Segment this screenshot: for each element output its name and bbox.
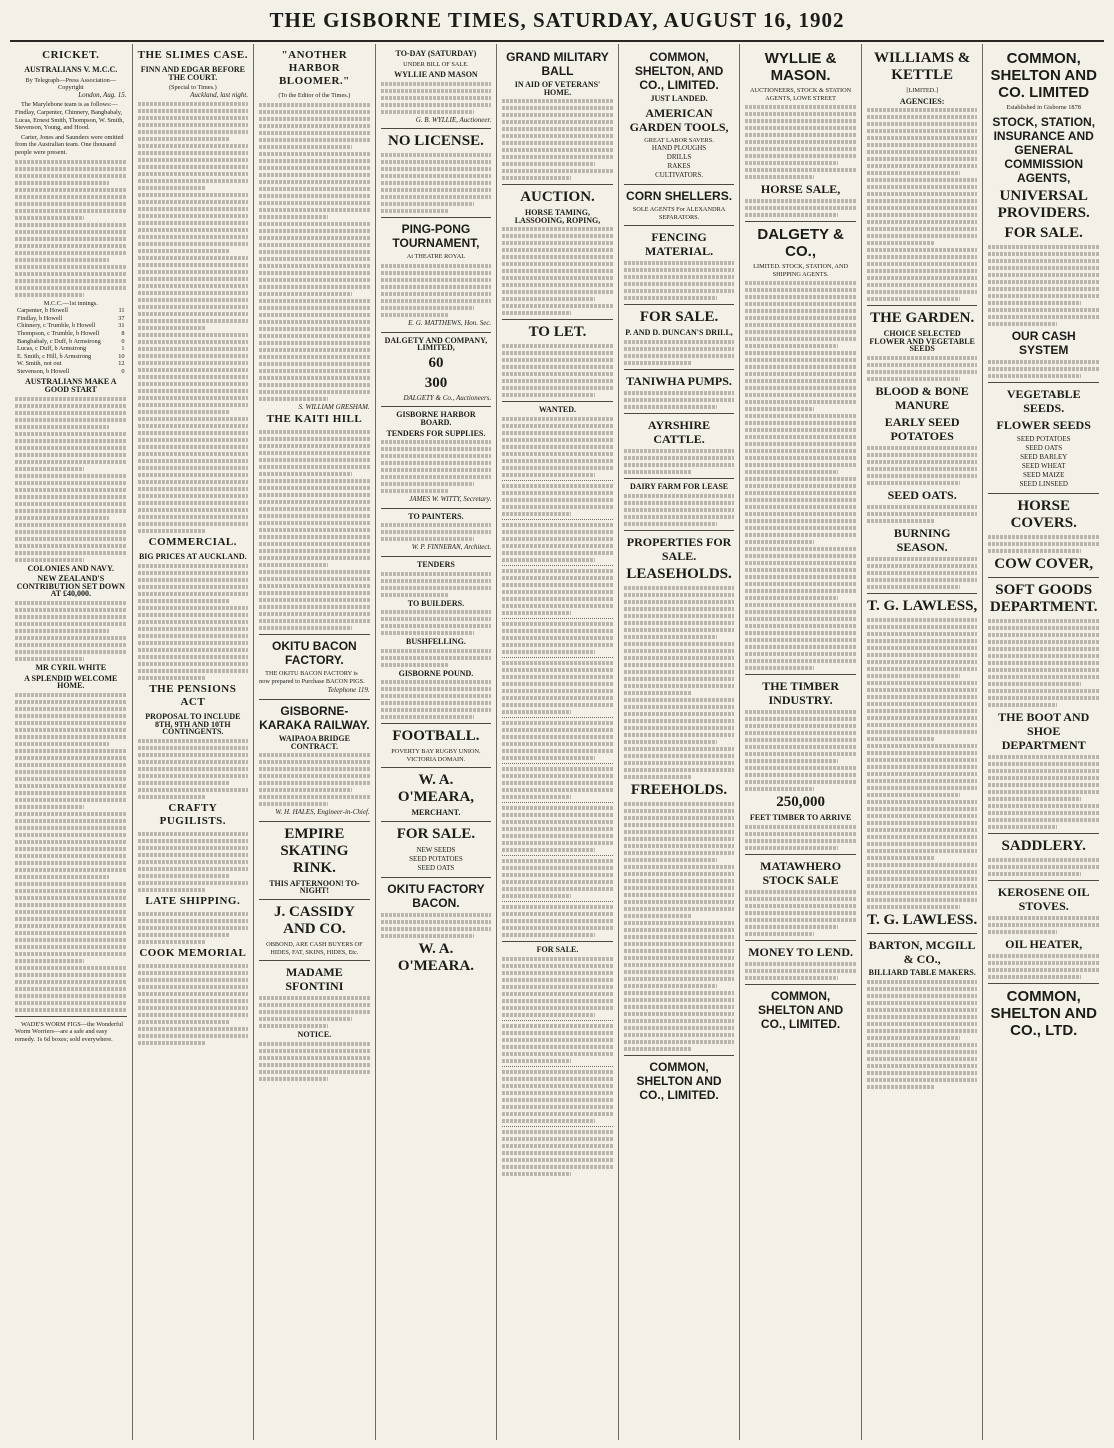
- military-ball-subtitle: IN AID OF VETERANS' HOME.: [514, 80, 601, 97]
- tool-item: RAKES: [667, 162, 691, 171]
- late-shipping-heading: LATE SHIPPING.: [145, 894, 241, 907]
- ping-pong-venue: At THEATRE ROYAL: [406, 253, 466, 261]
- gresham-signature: S. WILLIAM GRESHAM.: [298, 402, 370, 411]
- welcome-home-heading: A SPLENDID WELCOME HOME.: [24, 673, 118, 691]
- notice-heading: NOTICE.: [297, 1030, 332, 1040]
- dalgety-co-text: [745, 281, 856, 670]
- for-sale-drill-title: FOR SALE.: [639, 309, 719, 326]
- navy-body-text: [15, 601, 127, 661]
- freeholds-text: [624, 802, 735, 1051]
- score-row: [15, 345, 127, 353]
- seed-item: SEED POTATOES: [409, 855, 463, 864]
- column-7: [739, 44, 861, 1440]
- early-seed-potatoes-title: EARLY SEED POTATOES: [884, 414, 960, 443]
- lawless-footer-title: T. G. LAWLESS.: [867, 911, 978, 928]
- sfontini-ad-text: [259, 996, 370, 1028]
- score-table: [15, 307, 127, 375]
- railway-signature: W. H. HALES, Engineer-in-Chief.: [275, 808, 370, 817]
- score-batsman: Lucas, c Duff, b Armstrong: [17, 345, 87, 353]
- billiard-text: [867, 980, 978, 1089]
- cricket-byline: By Telegraph—Press Association—Copyright: [25, 76, 117, 92]
- soft-goods-title: SOFT GOODS DEPARTMENT.: [989, 581, 1098, 615]
- column-6: [618, 44, 740, 1440]
- slimes-dateline: Auckland, last night.: [190, 90, 249, 99]
- score-runs: 11: [118, 307, 125, 315]
- money-to-lend-title: MONEY TO LEND.: [748, 944, 853, 959]
- the-garden-title: THE GARDEN.: [870, 310, 975, 327]
- oil-heater-text: [988, 954, 1099, 979]
- cricket-dateline: London, Aug. 15.: [78, 90, 127, 99]
- horse-taming-subtitle: HORSE TAMING, LASSOOING, ROPING,: [514, 208, 601, 225]
- seed-type-item: SEED POTATOES: [1016, 434, 1071, 443]
- dalgety-co-title: DALGETY & CO.,: [757, 226, 844, 261]
- omeara-ad-title: W. A. O'MEARA,: [397, 772, 475, 806]
- dalgety-number-300: 300: [424, 374, 448, 391]
- to-let-text: [502, 344, 613, 397]
- okitu-bacon-factory-ad-title: OKITU BACON FACTORY.: [272, 639, 357, 668]
- today-ad-title: TO-DAY (SATURDAY): [395, 49, 477, 58]
- common-shelton-footer-title: COMMON, SHELTON AND CO., LIMITED.: [636, 1059, 722, 1102]
- cricket-heading: CRICKET.: [42, 49, 100, 61]
- score-batsman: E. Smith, c Hill, b Armstrong: [17, 352, 92, 360]
- established-1878: Established in Gisborne 1878: [1006, 104, 1081, 111]
- score-runs: 8: [121, 329, 125, 337]
- railway-ad-text: [259, 753, 370, 806]
- column-8: [861, 44, 983, 1440]
- score-batsman: W. Smith, not out: [17, 360, 62, 368]
- wyllie-mason-name: WYLLIE AND MASON: [394, 70, 478, 80]
- classifieds-text: [502, 417, 613, 937]
- commercial-body-text: [138, 564, 249, 680]
- column-9: [982, 44, 1104, 1440]
- column-1: [10, 44, 132, 1440]
- dairy-farm-title: DAIRY FARM FOR LEASE: [629, 481, 729, 491]
- omeara-footer-title: W. A. O'MEARA.: [397, 941, 475, 975]
- cook-memorial-body-text: [138, 964, 249, 1045]
- saddlery-title: SADDLERY.: [1001, 837, 1086, 854]
- railway-ad-subtitle: WAIPAOA BRIDGE CONTRACT.: [278, 733, 350, 751]
- garden-text: [867, 356, 978, 381]
- military-ball-text: [502, 99, 613, 180]
- dalgety-signature: DALGETY & Co., Auctioneers.: [403, 393, 492, 402]
- horse-covers-text: [988, 535, 1099, 553]
- dalgety-co-subtitle: LIMITED. STOCK, STATION, AND SHIPPING AGENTS.: [753, 263, 849, 278]
- score-batsman: Thompson, c Trumble, b Howell: [17, 329, 100, 337]
- bushfelling-text: [381, 649, 492, 667]
- horse-taming-text: [502, 227, 613, 315]
- welcome-body-text: [15, 693, 127, 1012]
- ayrshire-cattle-title: AYRSHIRE CATTLE.: [647, 417, 711, 446]
- ping-pong-text: [381, 264, 492, 317]
- score-runs: 0: [121, 337, 125, 345]
- to-let-title: TO LET.: [528, 324, 587, 341]
- wyllie-signature: G. B. WYLLIE, Auctioneer.: [415, 115, 492, 124]
- ping-pong-signature: E. G. MATTHEWS, Hon. Sec.: [408, 318, 492, 327]
- finneran-signature: W. P. FINNERAN, Architect.: [411, 543, 492, 552]
- properties-for-sale-title: PROPERTIES FOR SALE.: [626, 534, 732, 563]
- stock-station-agents: STOCK, STATION, INSURANCE AND GENERAL COMMISSION AGENTS,: [992, 114, 1096, 185]
- no-license-text: [381, 153, 492, 213]
- williams-kettle-limited: [LIMITED.]: [906, 87, 938, 94]
- score-row: [15, 307, 127, 315]
- cash-system-text: [988, 360, 1099, 378]
- to-painters-text: [381, 523, 492, 541]
- oil-heater-title: OIL HEATER,: [1005, 936, 1083, 951]
- timber-industry-title: THE TIMBER INDUSTRY.: [762, 679, 839, 708]
- okitu-factory-bacon-title: OKITU FACTORY BACON.: [387, 882, 485, 911]
- column-3: [253, 44, 375, 1440]
- slimes-body-text: [138, 102, 249, 533]
- score-row: [15, 330, 127, 338]
- to-builders-title: TO BUILDERS.: [407, 598, 465, 608]
- choice-seeds-subtitle: CHOICE SELECTED FLOWER AND VEGETABLE SEEDS: [869, 329, 975, 354]
- timber-250000-number: 250,000: [776, 794, 825, 811]
- common-shelton-top-title: COMMON, SHELTON, AND CO., LIMITED.: [634, 50, 724, 92]
- col9-for-sale-title: FOR SALE.: [1004, 224, 1083, 241]
- score-row: [15, 315, 127, 323]
- agencies-list-text: [867, 108, 978, 301]
- cow-cover-title: COW COVER,: [994, 555, 1094, 572]
- harbor-board-signature: JAMES W. WITTY, Secretary.: [409, 495, 492, 504]
- skating-rink-ad-subtitle: THIS AFTERNOON! TO-NIGHT!: [269, 878, 360, 896]
- tenders-text: [381, 572, 492, 597]
- railway-ad-title: GISBORNE-KARAKA RAILWAY.: [259, 703, 370, 732]
- common-shelton-main-title: COMMON, SHELTON AND CO. LIMITED: [990, 50, 1097, 101]
- score-runs: 10: [118, 352, 125, 360]
- garden-tools-list: [624, 144, 735, 180]
- wyllie-mason-text: [745, 105, 856, 179]
- money-to-lend-text: [745, 962, 856, 980]
- timber-arrive-text: [745, 825, 856, 850]
- okitu-bacon-factory-ad-text: THE OKITU BACON FACTORY is now prepared to Purchase BACON PIGS.: [259, 670, 365, 685]
- boot-shoe-title: THE BOOT AND SHOE DEPARTMENT: [998, 709, 1090, 752]
- harbor-bloomer-heading: "ANOTHER HARBOR BLOOMER.": [278, 49, 350, 87]
- horse-sale-text: [745, 199, 856, 217]
- today-ad-text: [381, 82, 492, 114]
- just-landed: JUST LANDED.: [650, 94, 708, 103]
- agencies-heading: AGENCIES:: [899, 96, 945, 106]
- duncan-drill: P. AND D. DUNCAN'S DRILL,: [625, 328, 733, 338]
- harbor-letter-text: [259, 103, 370, 401]
- fencing-material-title: FENCING MATERIAL.: [644, 230, 714, 259]
- gisborne-pound-title: GISBORNE POUND.: [398, 668, 474, 678]
- cricket-paragraph-1: The Marylebone team is as follows:—Findlay, Carpenter, Chinnery, Bangbabaly, Lucas, Ernest Smith, Thompson, W. Smith, Stevenson, Young, and Hood.: [15, 101, 125, 132]
- cyril-white-heading: MR CYRIL WHITE: [35, 663, 107, 673]
- colonies-navy-heading: COLONIES AND NAVY.: [27, 563, 114, 573]
- seed-type-item: SEED BARLEY: [1020, 452, 1068, 461]
- williams-kettle-title: WILLIAMS & KETTLE: [874, 50, 971, 83]
- ayrshire-text: [624, 449, 735, 474]
- score-runs: 31: [118, 322, 125, 330]
- shipping-body-text: [138, 912, 249, 944]
- slimes-heading: THE SLIMES CASE.: [137, 49, 249, 61]
- score-row: [15, 322, 127, 330]
- cricket-body-text: [15, 160, 127, 297]
- tool-item: HAND PLOUGHS: [651, 144, 707, 153]
- horse-covers-title: HORSE COVERS.: [1010, 497, 1077, 531]
- australians-body-text: [15, 397, 127, 562]
- cash-system-title: OUR CASH SYSTEM: [1011, 328, 1076, 357]
- okitu-factory-text: [381, 913, 492, 938]
- cricket-paragraph-2: Carter, Jones and Saunders were omitted from the Australian team. One thousand people were present.: [15, 133, 124, 156]
- score-runs: 12: [118, 360, 125, 368]
- score-batsman: Chinnery, c Trumble, b Howell: [17, 322, 96, 330]
- fencing-material-text: [624, 261, 735, 300]
- score-row: [15, 360, 127, 368]
- to-builders-text: [381, 610, 492, 635]
- american-garden-tools: AMERICAN GARDEN TOOLS,: [629, 105, 729, 134]
- billiard-table-makers: BILLIARD TABLE MAKERS.: [868, 967, 976, 977]
- score-title: M.C.C.—1st innings.: [43, 299, 98, 307]
- football-ad-subtitle: POVERTY BAY RUGBY UNION. VICTORIA DOMAIN.: [391, 748, 481, 763]
- for-sale-classified-title: FOR SALE.: [536, 944, 579, 954]
- vegetable-seeds-title: VEGETABLE SEEDS.: [1006, 386, 1081, 415]
- harbor-board-text: [381, 440, 492, 493]
- leaseholds-title: LEASEHOLDS.: [626, 565, 732, 582]
- column-4: [375, 44, 497, 1440]
- commercial-heading: COMMERCIAL.: [148, 536, 237, 549]
- burning-season-text: [867, 557, 978, 589]
- corn-shellers-title: CORN SHELLERS.: [626, 189, 733, 204]
- australians-good-start: AUSTRALIANS MAKE A GOOD START: [24, 377, 117, 395]
- score-row: [15, 353, 127, 361]
- to-painters-title: TO PAINTERS.: [408, 511, 464, 521]
- wyllie-mason-subtitle: AUCTIONEERS, STOCK & STATION AGENTS, LOWE STREET: [750, 87, 852, 102]
- seed-type-item: SEED MAIZE: [1023, 470, 1065, 479]
- universal-providers-title: UNIVERSAL PROVIDERS.: [997, 187, 1090, 221]
- score-runs: 0: [121, 367, 125, 375]
- seeds-list: [381, 846, 492, 873]
- tenders-title: TENDERS: [417, 559, 455, 569]
- skating-rink-ad-title: EMPIRE SKATING RINK.: [280, 825, 349, 876]
- wanted-title: WANTED.: [538, 405, 577, 415]
- kaiti-hill-heading: THE KAITI HILL: [266, 413, 363, 426]
- dalgety-ad-title: DALGETY AND COMPANY, LIMITED,: [384, 335, 488, 353]
- lawless-title: T. G. LAWLESS,: [867, 597, 978, 614]
- okitu-telephone: Telephone 119.: [327, 686, 370, 695]
- score-batsman: Stevenson, b Howell: [17, 367, 70, 375]
- wyllie-mason-title: WYLLIE & MASON.: [764, 50, 837, 84]
- gisborne-pound-text: [381, 680, 492, 719]
- for-sale-classified-text: [502, 957, 613, 1176]
- dalgety-number-60: 60: [428, 354, 444, 371]
- ping-pong-ad-title: PING-PONG TOURNAMENT,: [392, 222, 480, 251]
- no-license-ad-title: NO LICENSE.: [388, 133, 484, 150]
- kerosene-stoves-title: KEROSENE OIL STOVES.: [997, 884, 1090, 913]
- slimes-subheading: FINN AND EDGAR BEFORE THE COURT.: [140, 65, 245, 82]
- score-batsman: Carpenter, b Howell: [17, 307, 68, 315]
- seed-oats-text: [867, 505, 978, 523]
- seed-item: SEED OATS: [417, 864, 455, 873]
- slimes-byline: (Special to Times.): [168, 84, 217, 92]
- lawless-property-list: [867, 618, 978, 909]
- matawhero-stock-sale-title: MATAWHERO STOCK SALE: [760, 858, 842, 887]
- big-prices-heading: BIG PRICES AT AUCKLAND.: [138, 552, 247, 562]
- barton-mcgill-title: BARTON, MCGILL & CO.,: [868, 937, 976, 966]
- kerosene-text: [988, 916, 1099, 934]
- boot-shoe-text: [988, 755, 1099, 829]
- bushfelling-title: BUSHFELLING.: [406, 637, 466, 647]
- seed-types-list: [988, 435, 1099, 489]
- score-row: [15, 338, 127, 346]
- seed-oats-title: SEED OATS.: [887, 487, 957, 502]
- kaiti-hill-text: [259, 430, 370, 630]
- harbor-board-ad-title: GISBORNE HARBOR BOARD.: [396, 410, 476, 427]
- alexandra-separators: SOLE AGENTS For ALEXANDRA SEPARATORS.: [632, 206, 726, 221]
- nz-contribution-heading: NEW ZEALAND'S CONTRIBUTION SET DOWN AT £40,000.: [16, 574, 125, 599]
- labor-savers: GREAT LABOR SAVERS.: [644, 136, 714, 144]
- common-shelton-bottom-title: COMMON, SHELTON AND CO., LTD.: [990, 987, 1097, 1039]
- cook-memorial-heading: COOK MEMORIAL: [139, 946, 247, 959]
- for-sale-seeds-title: FOR SALE.: [396, 826, 476, 843]
- horse-sale-title: HORSE SALE,: [760, 182, 841, 197]
- freeholds-title: FREEHOLDS.: [630, 781, 728, 798]
- cricket-subheading: AUSTRALIANS V. M.C.C.: [24, 65, 118, 74]
- sfontini-ad-title: MADAME SFONTINI: [285, 965, 344, 994]
- tool-item: DRILLS: [666, 153, 692, 162]
- column-2: [132, 44, 254, 1440]
- tenders-supplies-subtitle: TENDERS FOR SUPPLIES.: [386, 428, 486, 438]
- score-batsman: Findlay, b Howell: [17, 314, 63, 322]
- blood-bone-manure-title: BLOOD & BONE MANURE: [875, 383, 969, 412]
- column-5: [496, 44, 618, 1440]
- harbor-bloomer-byline: (To the Editor of the Times.): [278, 92, 351, 99]
- leaseholds-text: [624, 586, 735, 779]
- dairy-farm-text: [624, 494, 735, 526]
- crafty-pugilists-heading: CRAFTY PUGILISTS.: [159, 801, 227, 827]
- tool-item: CULTIVATORS.: [655, 171, 703, 180]
- omeara-ad-subtitle: MERCHANT.: [411, 808, 461, 818]
- common-shelton-col7-footer: COMMON, SHELTON AND CO., LIMITED.: [758, 988, 844, 1031]
- score-batsman: Bangbabaly, c Duff, b Armstrong: [17, 337, 101, 345]
- masthead-title: THE GISBORNE TIMES, SATURDAY, AUGUST 16, 1902: [10, 0, 1104, 42]
- auction-title: AUCTION.: [520, 189, 595, 206]
- timber-industry-text: [745, 710, 856, 791]
- potatoes-list-text: [867, 446, 978, 485]
- matawhero-text: [745, 890, 856, 936]
- flower-seeds-title: FLOWER SEEDS: [996, 417, 1091, 432]
- football-ad-title: FOOTBALL.: [392, 728, 480, 745]
- seed-type-item: SEED LINSEED: [1019, 479, 1068, 488]
- score-row: [15, 368, 127, 376]
- seed-type-item: SEED WHEAT: [1021, 461, 1066, 470]
- feet-timber-to-arrive: FEET TIMBER TO ARRIVE: [749, 813, 852, 823]
- worm-figs-notice: WADE'S WORM FIGS—the Wonderful Worm Worriers—are a safe and easy remedy. 1s 6d boxes; sold everywhere.: [15, 1020, 124, 1043]
- saddlery-text: [988, 858, 1099, 876]
- score-runs: 37: [118, 314, 125, 322]
- military-ball-title: GRAND MILITARY BALL: [506, 50, 609, 78]
- pensions-body-text: [138, 739, 249, 799]
- columns: [10, 44, 1104, 1440]
- soft-goods-text: [988, 619, 1099, 707]
- for-sale-goods-text: [988, 245, 1099, 326]
- taniwha-pumps-title: TANIWHA PUMPS.: [626, 373, 732, 388]
- cassidy-ad-title: J. CASSIDY AND CO.: [273, 903, 355, 937]
- today-ad-sub: UNDER BILL OF SALE.: [403, 60, 469, 68]
- pensions-subheading: PROPOSAL TO INCLUDE 8TH, 9TH AND 10TH CONTINGENTS.: [145, 711, 241, 737]
- pugilists-body-text: [138, 832, 249, 892]
- cassidy-ad-subtitle: OBBOND, ARE CASH BUYERS OF HIDES, FAT, SKINS, HIDES, Etc.: [266, 940, 363, 956]
- burning-season-title: BURNING SEASON.: [893, 525, 951, 554]
- seed-type-item: SEED OATS: [1025, 443, 1063, 452]
- notice-text: [259, 1042, 370, 1081]
- drill-text: [624, 340, 735, 365]
- score-runs: 1: [121, 345, 125, 353]
- taniwha-text: [624, 391, 735, 409]
- pensions-heading: THE PENSIONS ACT: [149, 682, 237, 708]
- seed-item: NEW SEEDS: [416, 846, 456, 855]
